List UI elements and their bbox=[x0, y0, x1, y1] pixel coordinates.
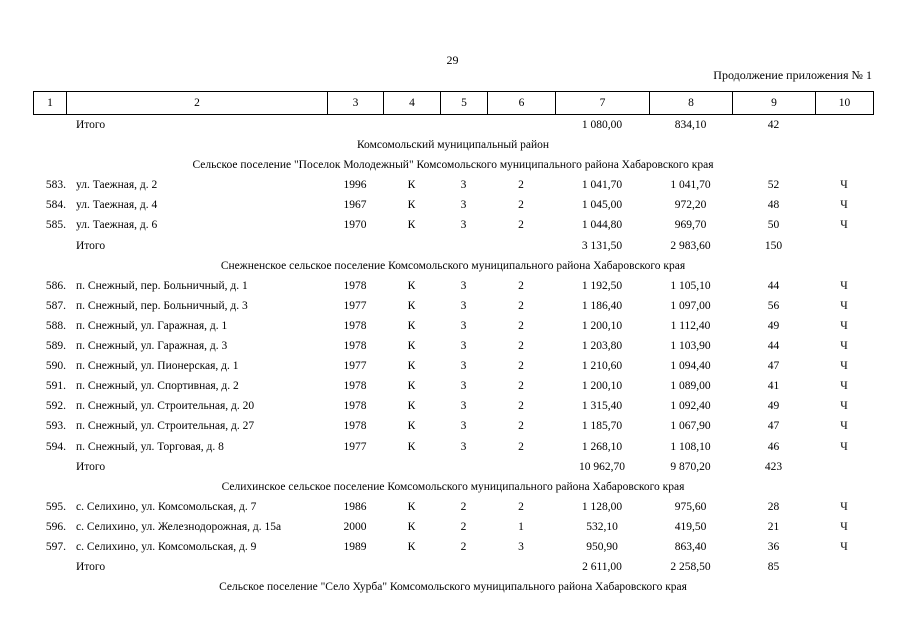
cell-col-6: 2 bbox=[518, 360, 524, 373]
cell-col-10: Ч bbox=[840, 380, 848, 393]
cell-col-3: 1977 bbox=[343, 360, 367, 373]
cell-col-6: 2 bbox=[518, 380, 524, 393]
cell-col-1: 586. bbox=[45, 279, 66, 292]
cell-col-9: 47 bbox=[767, 360, 780, 373]
cell-col-10: Ч bbox=[840, 299, 848, 312]
cell-col-1: 585. bbox=[45, 219, 66, 232]
cell-col-4: К bbox=[407, 500, 416, 513]
cell-col-2: с. Селихино, ул. Комсомольская, д. 9 bbox=[76, 540, 257, 553]
cell-col-3: 1978 bbox=[343, 420, 367, 433]
header-cell: 9 bbox=[733, 92, 816, 115]
table-row bbox=[33, 518, 873, 538]
cell-col-7: 1 192,50 bbox=[581, 279, 623, 292]
cell-col-8: 2 983,60 bbox=[670, 239, 711, 252]
cell-col-1: 595. bbox=[45, 500, 66, 513]
cell-col-9: 423 bbox=[764, 460, 783, 473]
cell-col-2: п. Снежный, ул. Гаражная, д. 3 bbox=[76, 340, 228, 353]
cell-col-7: 10 962,70 bbox=[579, 460, 625, 473]
cell-col-8: 1 094,40 bbox=[670, 360, 711, 373]
cell-col-7: 1 200,10 bbox=[581, 380, 623, 393]
cell-col-6: 2 bbox=[518, 179, 524, 192]
cell-col-5: 3 bbox=[460, 319, 467, 332]
cell-col-4: К bbox=[407, 299, 416, 312]
continuation-caption: Продолжение приложения № 1 bbox=[713, 68, 872, 82]
cell-col-8: 1 092,40 bbox=[670, 400, 711, 413]
cell-col-8: 419,50 bbox=[674, 520, 707, 533]
cell-col-4: К bbox=[407, 319, 416, 332]
cell-col-8: 969,70 bbox=[674, 219, 707, 232]
cell-col-1: 584. bbox=[45, 199, 66, 212]
cell-col-6: 2 bbox=[518, 500, 524, 513]
cell-col-8: 834,10 bbox=[674, 119, 707, 131]
header-cell: 4 bbox=[384, 92, 441, 115]
cell-col-5: 3 bbox=[460, 360, 467, 373]
cell-col-6: 2 bbox=[518, 440, 524, 453]
cell-col-2: п. Снежный, пер. Больничный, д. 1 bbox=[76, 279, 248, 292]
header-cell: 5 bbox=[441, 92, 488, 115]
cell-col-10: Ч bbox=[840, 500, 848, 513]
cell-col-5: 3 bbox=[460, 400, 467, 413]
cell-col-4: К bbox=[407, 179, 416, 192]
cell-col-1: 597. bbox=[45, 540, 66, 553]
cell-col-3: 1970 bbox=[343, 219, 367, 232]
table-row bbox=[33, 297, 873, 317]
cell-col-2: с. Селихино, ул. Комсомольская, д. 7 bbox=[76, 500, 257, 513]
section-title: Сельское поселение "Село Хурба" Комсомольского муниципального района Хабаровского края bbox=[219, 581, 687, 594]
cell-col-3: 1989 bbox=[343, 540, 367, 553]
cell-col-10: Ч bbox=[840, 279, 848, 292]
cell-col-2: п. Снежный, ул. Строительная, д. 20 bbox=[76, 400, 255, 413]
cell-col-3: 1978 bbox=[343, 340, 367, 353]
cell-col-6: 2 bbox=[518, 219, 524, 232]
header-cell: 10 bbox=[816, 92, 874, 115]
cell-col-9: 49 bbox=[767, 400, 780, 413]
cell-col-3: 1977 bbox=[343, 440, 367, 453]
header-cell: 2 bbox=[67, 92, 328, 115]
cell-col-6: 2 bbox=[518, 340, 524, 353]
cell-col-8: 1 105,10 bbox=[670, 279, 711, 292]
table-row bbox=[33, 216, 873, 236]
total-row bbox=[33, 237, 873, 257]
cell-col-8: 863,40 bbox=[674, 540, 707, 553]
cell-col-10: Ч bbox=[840, 440, 848, 453]
cell-col-4: К bbox=[407, 199, 416, 212]
cell-col-2: п. Снежный, ул. Пионерская, д. 1 bbox=[76, 360, 239, 373]
cell-col-8: 9 870,20 bbox=[670, 460, 711, 473]
section-title: Сельское поселение "Поселок Молодежный" Комсомольского муниципального района Хабаровского края bbox=[192, 159, 714, 172]
table-row bbox=[33, 317, 873, 337]
cell-col-5: 2 bbox=[460, 500, 467, 513]
cell-col-7: 950,90 bbox=[586, 540, 618, 553]
cell-col-9: 28 bbox=[767, 500, 780, 513]
cell-col-7: 1 268,10 bbox=[581, 440, 623, 453]
cell-col-3: 1986 bbox=[343, 500, 367, 513]
cell-col-1: 590. bbox=[45, 360, 66, 373]
cell-col-8: 975,60 bbox=[674, 500, 707, 513]
cell-col-3: 1978 bbox=[343, 279, 367, 292]
column-number-header bbox=[33, 91, 874, 115]
cell-col-6: 2 bbox=[518, 199, 524, 212]
cell-col-4: К bbox=[407, 340, 416, 353]
cell-col-2: ул. Таежная, д. 6 bbox=[76, 219, 158, 232]
cell-col-9: 44 bbox=[767, 340, 780, 353]
cell-col-10: Ч bbox=[840, 420, 848, 433]
section-title: Снежненское сельское поселение Комсомольского муниципального района Хабаровского края bbox=[220, 259, 686, 272]
cell-col-5: 3 bbox=[460, 199, 467, 212]
header-cell: 6 bbox=[488, 92, 556, 115]
cell-col-1: 592. bbox=[45, 400, 66, 413]
cell-col-2: ул. Таежная, д. 4 bbox=[76, 199, 158, 212]
table-row bbox=[33, 397, 873, 417]
cell-col-9: 48 bbox=[767, 199, 780, 212]
table-body bbox=[33, 116, 873, 598]
cell-col-9: 36 bbox=[767, 540, 780, 553]
cell-col-9: 46 bbox=[767, 440, 780, 453]
cell-col-9: 42 bbox=[767, 119, 780, 131]
cell-col-8: 2 258,50 bbox=[670, 561, 711, 574]
cell-col-1: 588. bbox=[45, 319, 66, 332]
cell-col-9: 150 bbox=[764, 239, 783, 252]
cell-col-1: 591. bbox=[45, 380, 66, 393]
cell-col-3: 1967 bbox=[343, 199, 367, 212]
cell-col-3: 1978 bbox=[343, 319, 367, 332]
cell-col-7: 1 128,00 bbox=[581, 500, 623, 513]
cell-col-3: 1977 bbox=[343, 299, 367, 312]
cell-col-1: 583. bbox=[45, 179, 66, 192]
cell-col-7: 2 611,00 bbox=[582, 561, 622, 574]
cell-col-8: 1 108,10 bbox=[670, 440, 711, 453]
total-label: Итого bbox=[76, 561, 106, 574]
cell-col-10: Ч bbox=[840, 179, 848, 192]
cell-col-6: 2 bbox=[518, 400, 524, 413]
header-row bbox=[34, 92, 874, 115]
cell-col-7: 1 315,40 bbox=[581, 400, 623, 413]
cell-col-9: 44 bbox=[767, 279, 780, 292]
cell-col-7: 1 210,60 bbox=[581, 360, 623, 373]
cell-col-9: 41 bbox=[767, 380, 780, 393]
cell-col-7: 1 203,80 bbox=[581, 340, 623, 353]
section-title: Комсомольский муниципальный район bbox=[356, 139, 550, 152]
cell-col-3: 2000 bbox=[343, 520, 367, 533]
cell-col-2: ул. Таежная, д. 2 bbox=[76, 179, 158, 192]
cell-col-5: 3 bbox=[460, 179, 467, 192]
cell-col-7: 1 045,00 bbox=[581, 199, 623, 212]
cell-col-5: 3 bbox=[460, 219, 467, 232]
cell-col-10: Ч bbox=[840, 319, 848, 332]
cell-col-2: п. Снежный, ул. Строительная, д. 27 bbox=[76, 420, 255, 433]
cell-col-3: 1978 bbox=[343, 380, 367, 393]
cell-col-1: 587. bbox=[45, 299, 66, 312]
cell-col-2: п. Снежный, пер. Больничный, д. 3 bbox=[76, 299, 248, 312]
cell-col-10: Ч bbox=[840, 219, 848, 232]
total-row bbox=[33, 116, 873, 136]
cell-col-4: К bbox=[407, 219, 416, 232]
table-row bbox=[33, 377, 873, 397]
cell-col-8: 1 097,00 bbox=[670, 299, 711, 312]
cell-col-4: К bbox=[407, 380, 416, 393]
cell-col-5: 3 bbox=[460, 279, 467, 292]
cell-col-7: 1 044,80 bbox=[581, 219, 623, 232]
cell-col-8: 972,20 bbox=[674, 199, 707, 212]
section-heading bbox=[33, 136, 873, 156]
section-heading bbox=[33, 478, 873, 498]
cell-col-7: 3 131,50 bbox=[581, 239, 623, 252]
cell-col-7: 532,10 bbox=[586, 520, 618, 533]
total-row bbox=[33, 558, 873, 578]
cell-col-10: Ч bbox=[840, 520, 848, 533]
cell-col-4: К bbox=[407, 540, 416, 553]
cell-col-5: 3 bbox=[460, 340, 467, 353]
header-cell: 7 bbox=[556, 92, 650, 115]
cell-col-9: 50 bbox=[767, 219, 780, 232]
cell-col-5: 2 bbox=[460, 520, 467, 533]
cell-col-10: Ч bbox=[840, 540, 848, 553]
cell-col-5: 3 bbox=[460, 420, 467, 433]
cell-col-4: К bbox=[407, 400, 416, 413]
cell-col-9: 47 bbox=[767, 420, 780, 433]
cell-col-5: 2 bbox=[460, 540, 467, 553]
cell-col-3: 1978 bbox=[343, 400, 367, 413]
cell-col-7: 1 186,40 bbox=[581, 299, 623, 312]
header-cell: 1 bbox=[34, 92, 67, 115]
cell-col-8: 1 089,00 bbox=[670, 380, 711, 393]
table-row bbox=[33, 438, 873, 458]
table-row bbox=[33, 176, 873, 196]
section-title: Селихинское сельское поселение Комсомольского муниципального района Хабаровского края bbox=[221, 480, 685, 493]
cell-col-6: 3 bbox=[518, 540, 524, 553]
header-cell: 3 bbox=[328, 92, 384, 115]
cell-col-1: 593. bbox=[45, 420, 66, 433]
cell-col-4: К bbox=[407, 520, 416, 533]
section-heading bbox=[33, 257, 873, 277]
cell-col-1: 596. bbox=[45, 520, 66, 533]
cell-col-2: п. Снежный, ул. Торговая, д. 8 bbox=[76, 440, 224, 453]
cell-col-3: 1996 bbox=[343, 179, 367, 192]
table-row bbox=[33, 538, 873, 558]
table-row bbox=[33, 417, 873, 437]
cell-col-9: 49 bbox=[767, 319, 780, 332]
cell-col-8: 1 041,70 bbox=[670, 179, 711, 192]
cell-col-6: 1 bbox=[518, 520, 524, 533]
cell-col-5: 3 bbox=[460, 380, 467, 393]
table-row bbox=[33, 498, 873, 518]
table-row bbox=[33, 337, 873, 357]
cell-col-5: 3 bbox=[460, 299, 467, 312]
cell-col-4: К bbox=[407, 360, 416, 373]
cell-col-7: 1 041,70 bbox=[581, 179, 623, 192]
total-label: Итого bbox=[76, 460, 106, 473]
cell-col-1: 594. bbox=[45, 440, 66, 453]
cell-col-4: К bbox=[407, 440, 416, 453]
cell-col-4: К bbox=[407, 279, 416, 292]
cell-col-7: 1 200,10 bbox=[581, 319, 623, 332]
cell-col-10: Ч bbox=[840, 400, 848, 413]
cell-col-10: Ч bbox=[840, 340, 848, 353]
cell-col-4: К bbox=[407, 420, 416, 433]
cell-col-7: 1 185,70 bbox=[581, 420, 623, 433]
cell-col-10: Ч bbox=[840, 199, 848, 212]
total-label: Итого bbox=[76, 119, 106, 131]
page-number: 29 bbox=[446, 53, 459, 67]
cell-col-9: 21 bbox=[767, 520, 780, 533]
section-heading bbox=[33, 578, 873, 598]
cell-col-7: 1 080,00 bbox=[581, 119, 623, 131]
cell-col-2: с. Селихино, ул. Железнодорожная, д. 15а bbox=[76, 520, 282, 533]
cell-col-8: 1 067,90 bbox=[670, 420, 711, 433]
cell-col-9: 56 bbox=[767, 299, 780, 312]
total-row bbox=[33, 458, 873, 478]
cell-col-6: 2 bbox=[518, 279, 524, 292]
cell-col-6: 2 bbox=[518, 420, 524, 433]
cell-col-8: 1 103,90 bbox=[670, 340, 711, 353]
cell-col-9: 52 bbox=[767, 179, 780, 192]
cell-col-6: 2 bbox=[518, 319, 524, 332]
cell-col-6: 2 bbox=[518, 299, 524, 312]
section-heading bbox=[33, 156, 873, 176]
header-cell: 8 bbox=[650, 92, 733, 115]
cell-col-1: 589. bbox=[45, 340, 66, 353]
cell-col-5: 3 bbox=[460, 440, 467, 453]
cell-col-10: Ч bbox=[840, 360, 848, 373]
cell-col-8: 1 112,40 bbox=[670, 319, 711, 332]
table-row bbox=[33, 196, 873, 216]
cell-col-2: п. Снежный, ул. Гаражная, д. 1 bbox=[76, 319, 228, 332]
total-label: Итого bbox=[76, 239, 106, 252]
cell-col-2: п. Снежный, ул. Спортивная, д. 2 bbox=[76, 380, 239, 393]
cell-col-9: 85 bbox=[767, 561, 780, 574]
table-row bbox=[33, 277, 873, 297]
table-row bbox=[33, 357, 873, 377]
